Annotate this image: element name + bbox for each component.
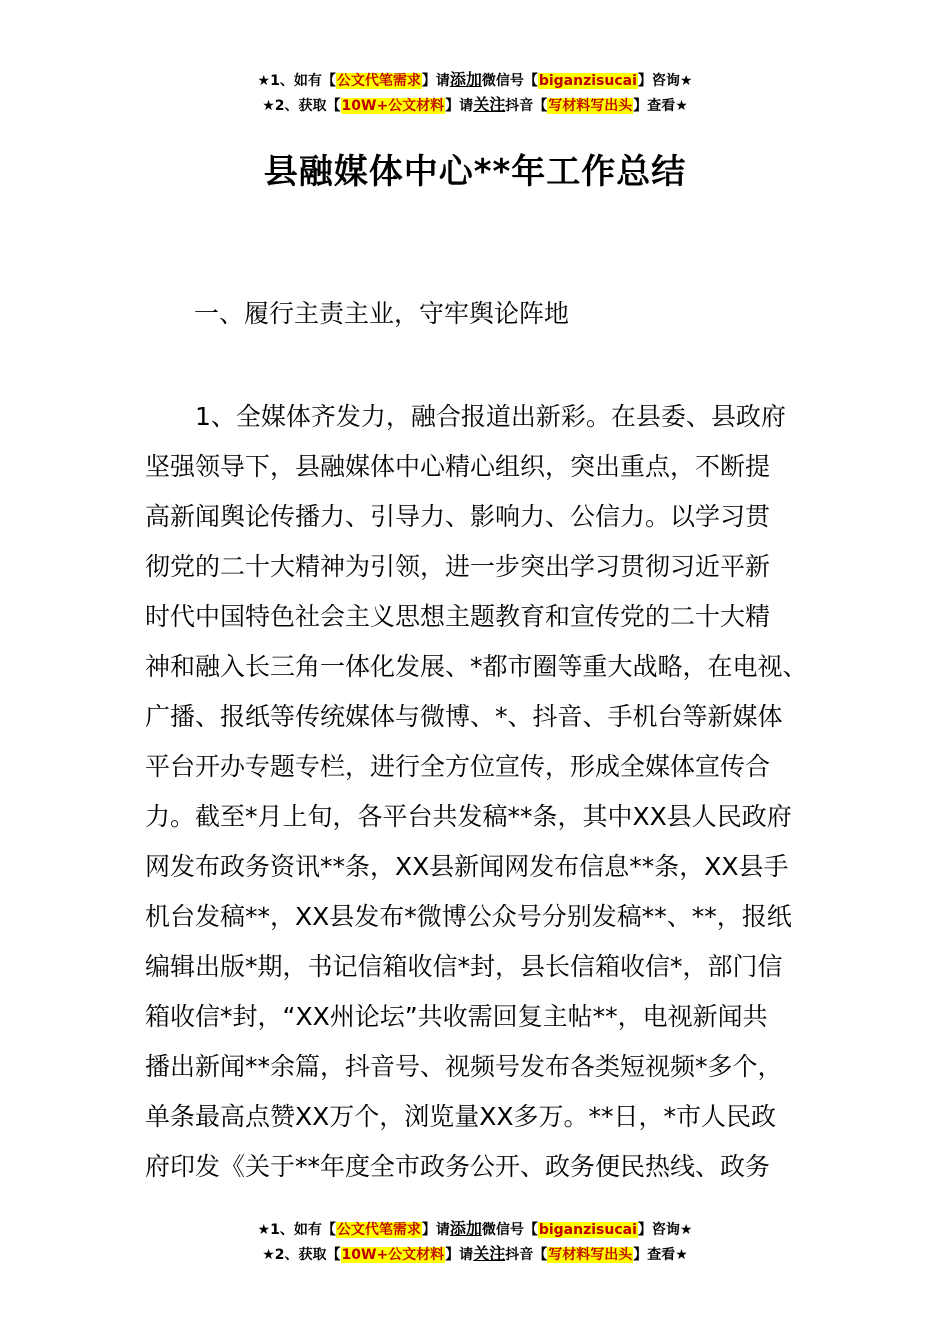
banner-line-1 bbox=[0, 68, 950, 93]
banner-douyin-id: 写材料写出头 bbox=[548, 98, 633, 114]
banner-underlined: 添加 bbox=[449, 1219, 482, 1238]
paragraph-line: 广播、报纸等传统媒体与微博、*、抖音、手机台等新媒体 bbox=[145, 702, 783, 731]
banner-text: 】请 bbox=[421, 73, 450, 89]
paragraph-line: 彻党的二十大精神为引领，进一步突出学习贯彻习近平新 bbox=[145, 552, 771, 581]
banner-text: ★2、获取【 bbox=[262, 1247, 341, 1263]
banner-text: 】查看★ bbox=[633, 1247, 688, 1263]
paragraph-line: 机台发稿**，XX县发布*微博公众号分别发稿**、**，报纸 bbox=[145, 902, 792, 931]
banner-douyin-id: 写材料写出头 bbox=[548, 1247, 633, 1263]
banner-text: 】请 bbox=[445, 98, 474, 114]
banner-text: 】咨询★ bbox=[637, 1222, 693, 1238]
paragraph-line: 平台开办专题专栏，进行全方位宣传，形成全媒体宣传合 bbox=[145, 752, 771, 781]
top-banner bbox=[0, 68, 950, 118]
banner-text: 抖音【 bbox=[505, 1247, 548, 1263]
paragraph-line: 高新闻舆论传播力、引导力、影响力、公信力。以学习贯 bbox=[145, 502, 771, 531]
paragraph-line: 府印发《关于**年度全市政务公开、政务便民热线、政务 bbox=[145, 1152, 771, 1181]
banner-text: 微信号【 bbox=[481, 1222, 538, 1238]
paragraph-line: 力。截至*月上旬，各平台共发稿**条，其中XX县人民政府 bbox=[145, 802, 792, 831]
body-paragraph bbox=[145, 392, 825, 1192]
banner-highlight: 公文代笔需求 bbox=[336, 1222, 421, 1238]
paragraph-line: 单条最高点赞XX万个，浏览量XX多万。**日，*市人民政 bbox=[145, 1102, 777, 1131]
banner-underlined: 关注 bbox=[473, 1244, 506, 1263]
banner-underlined: 添加 bbox=[449, 70, 482, 89]
banner-highlight: 公文代笔需求 bbox=[336, 73, 421, 89]
section-heading: 一、履行主责主业，守牢舆论阵地 bbox=[194, 299, 570, 328]
paragraph-line: 网发布政务资讯**条，XX县新闻网发布信息**条，XX县手 bbox=[145, 852, 789, 881]
banner-text: 】查看★ bbox=[633, 98, 688, 114]
banner-text: ★1、如有【 bbox=[257, 1222, 336, 1238]
paragraph-line: 时代中国特色社会主义思想主题教育和宣传党的二十大精 bbox=[145, 602, 771, 631]
banner-underlined: 关注 bbox=[473, 95, 506, 114]
paragraph-line: 坚强领导下，县融媒体中心精心组织，突出重点，不断提 bbox=[145, 452, 771, 481]
bottom-banner bbox=[0, 1217, 950, 1267]
banner-text: 】请 bbox=[445, 1247, 474, 1263]
paragraph-line: 1、全媒体齐发力，融合报道出新彩。在县委、县政府 bbox=[195, 402, 786, 431]
banner-text: 】咨询★ bbox=[637, 73, 693, 89]
paragraph-line: 神和融入长三角一体化发展、*都市圈等重大战略，在电视、 bbox=[145, 652, 808, 681]
banner-highlight: 10W+公文材料 bbox=[341, 98, 445, 114]
banner-highlight: 10W+公文材料 bbox=[341, 1247, 445, 1263]
paragraph-line: 播出新闻**余篇，抖音号、视频号发布各类短视频*多个， bbox=[145, 1052, 783, 1081]
paragraph-line: 箱收信*封，“XX州论坛”共收需回复主帖**，电视新闻共 bbox=[145, 1002, 768, 1031]
banner-wechat-id: biganzisucai bbox=[538, 73, 637, 89]
banner-text: 】请 bbox=[421, 1222, 450, 1238]
banner-line-1 bbox=[0, 1217, 950, 1242]
banner-text: 抖音【 bbox=[505, 98, 548, 114]
paragraph-line: 编辑出版*期，书记信箱收信*封，县长信箱收信*，部门信 bbox=[145, 952, 783, 981]
banner-line-2 bbox=[0, 1242, 950, 1267]
banner-text: ★1、如有【 bbox=[257, 73, 336, 89]
banner-text: 微信号【 bbox=[481, 73, 538, 89]
banner-wechat-id: biganzisucai bbox=[538, 1222, 637, 1238]
document-title: 县融媒体中心**年工作总结 bbox=[263, 152, 687, 192]
banner-line-2 bbox=[0, 93, 950, 118]
banner-text: ★2、获取【 bbox=[262, 98, 341, 114]
